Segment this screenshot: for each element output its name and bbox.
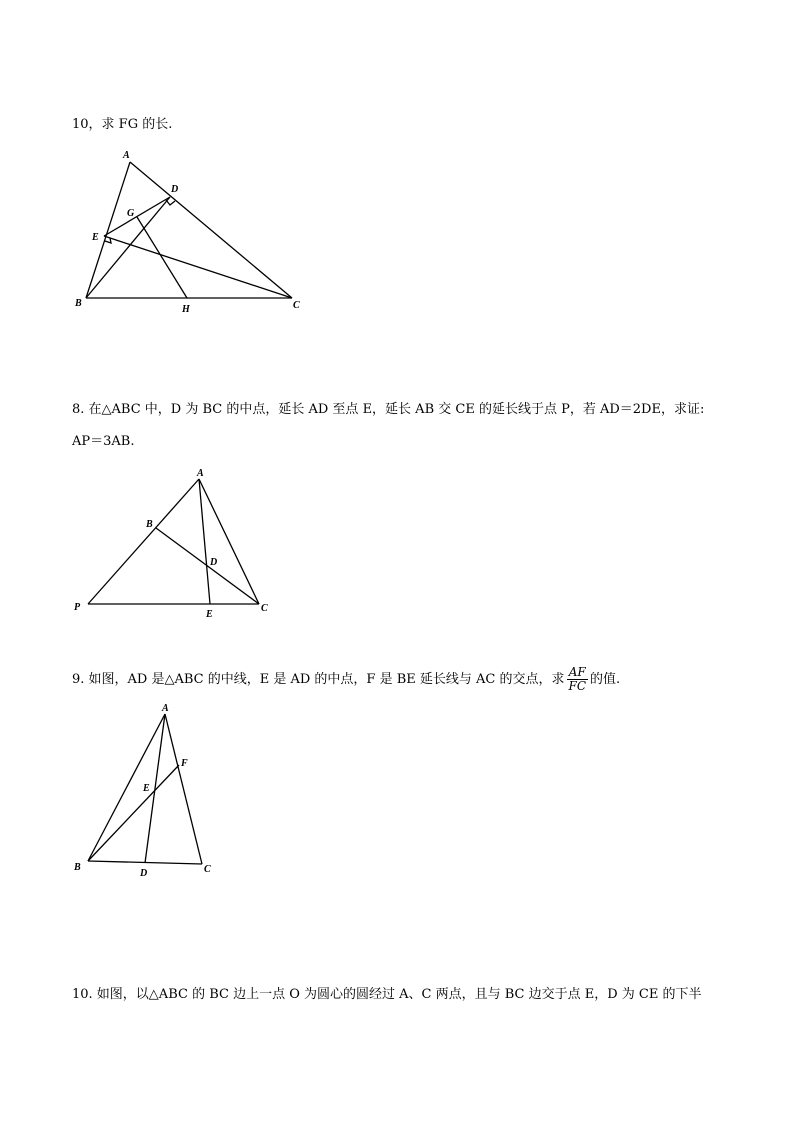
figure-1-triangle: [60, 140, 320, 320]
fig1-label-c: C: [293, 300, 300, 311]
fig3-label-e: E: [143, 783, 150, 794]
fig2-label-d: D: [210, 557, 218, 568]
fig3-label-a: A: [162, 703, 169, 714]
figure-2-triangle: [60, 460, 290, 625]
fig1-label-h: H: [182, 304, 190, 315]
problem-9-fraction: [567, 666, 589, 693]
problem-8-line-1: 8. 在△ABC 中，D 为 BC 的中点，延长 AD 至点 E，延长 AB 交 CE 的延长线于点 P，若 AD＝2DE，求证:: [72, 402, 705, 417]
fig1-segment-ed: [104, 197, 170, 236]
fig3-segment-bf: [88, 765, 179, 861]
problem-10-text: 10. 如图，以△ABC 的 BC 边上一点 O 为圆心的圆经过 A、C 两点，且与 BC 边交于点 E，D 为 CE 的下半: [72, 987, 702, 1002]
fig2-label-e: E: [206, 609, 213, 620]
problem-9-text-after: 的值.: [590, 672, 621, 687]
fig1-right-angle-d: [166, 200, 175, 205]
fig1-segment-ac: [130, 162, 292, 298]
fig2-label-p: P: [74, 602, 81, 613]
fig1-right-angle-e: [105, 238, 111, 243]
fig1-label-e: E: [92, 232, 99, 243]
fig2-label-c: C: [261, 603, 268, 614]
fig3-label-d: D: [140, 868, 148, 879]
problem-9-text: [72, 666, 620, 693]
fig3-segment-ab: [88, 714, 165, 861]
fig1-segment-ec: [104, 236, 292, 298]
problem-top-text: 10，求 FG 的长.: [72, 117, 173, 132]
fig3-label-f: F: [181, 758, 188, 769]
problem-8-line-2: AP＝3AB.: [72, 434, 135, 449]
fig2-label-a: A: [197, 468, 204, 479]
fig2-segment-ap: [88, 479, 199, 604]
fig2-segment-bc: [156, 528, 259, 604]
fig1-label-b: B: [75, 298, 82, 309]
figure-3-triangle: [66, 700, 226, 880]
fig1-segment-gh: [137, 217, 187, 298]
fig1-label-a: A: [123, 150, 130, 161]
problem-9-text-before: 9. 如图，AD 是△ABC 的中线，E 是 AD 的中点，F 是 BE 延长线与 AC 的交点，求: [72, 672, 565, 687]
fraction-numerator: AF: [567, 666, 589, 680]
fig1-label-d: D: [171, 184, 179, 195]
fig3-label-c: C: [204, 864, 211, 875]
fig2-label-b: B: [146, 519, 153, 530]
fig1-label-g: G: [127, 208, 135, 219]
fig3-label-b: B: [74, 862, 81, 873]
fraction-denominator: FC: [568, 679, 587, 693]
fig3-segment-ac: [165, 714, 202, 864]
fig1-segment-ab: [86, 162, 130, 298]
